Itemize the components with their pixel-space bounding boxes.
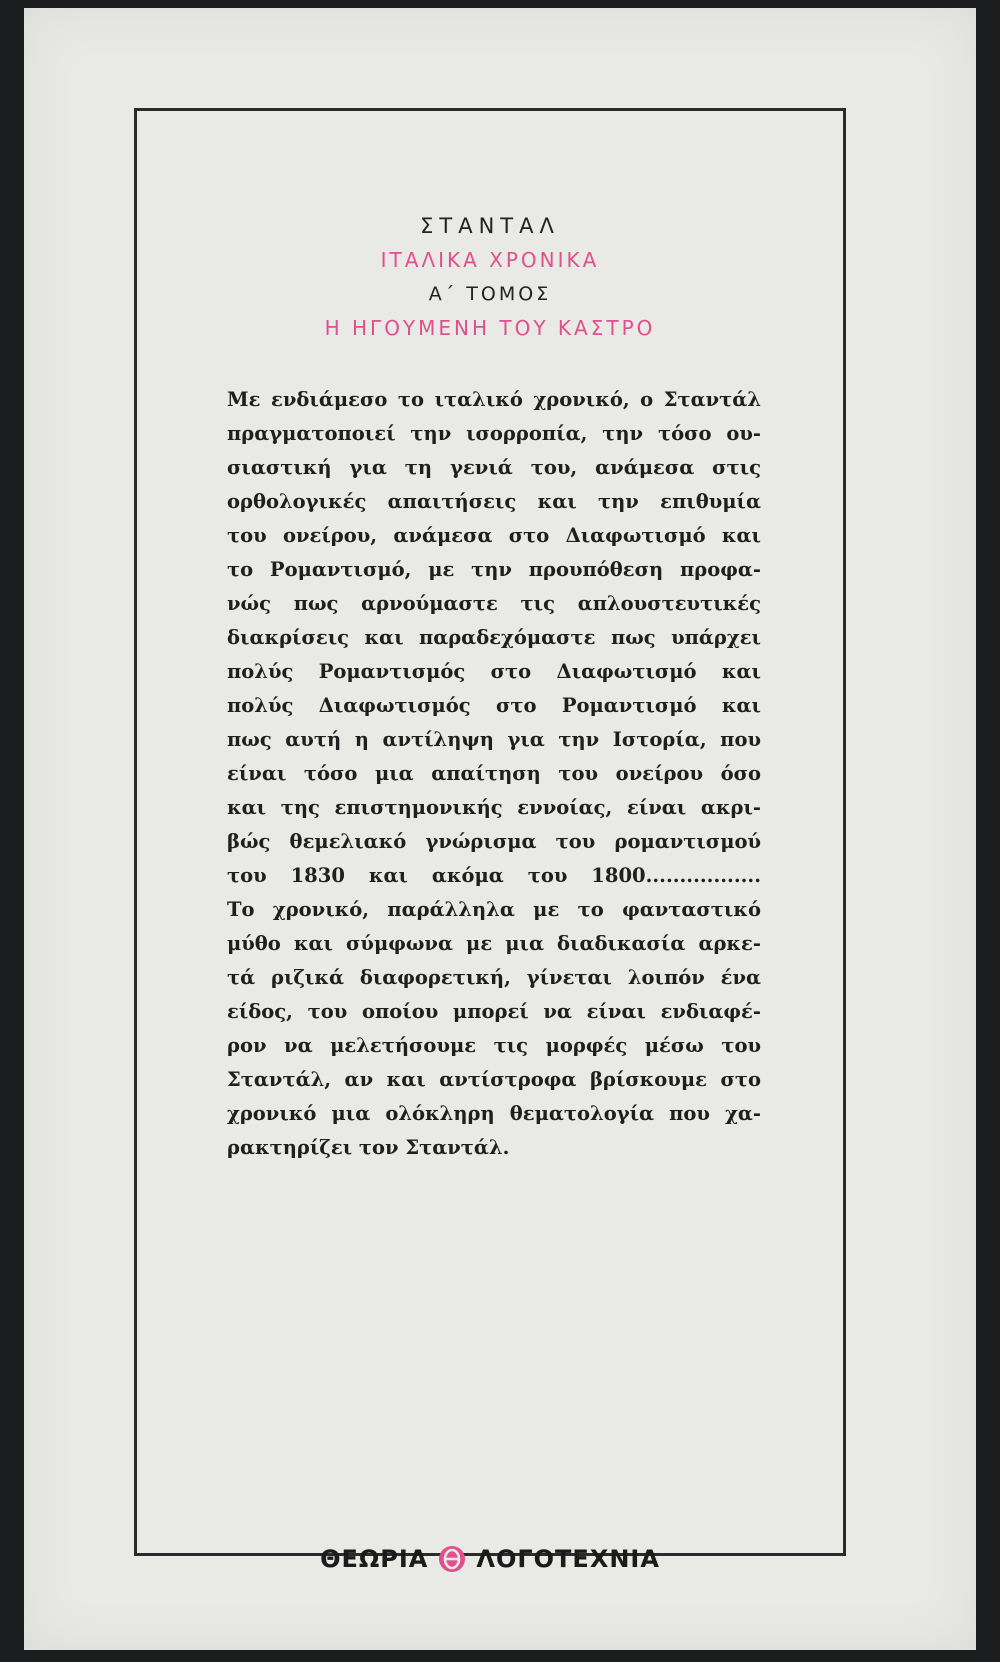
blurb-line: ρακτηρίζει τον Σταντάλ.: [227, 1136, 510, 1159]
blurb-line: χρονικό μια ολόκληρη θεματολογία που χα-: [227, 1102, 761, 1125]
publisher-name-right: ΛΟΓΟΤΕΧΝΙΑ: [476, 1545, 660, 1573]
blurb-line: του ονείρου, ανάμεσα στο Διαφωτισμό και: [227, 524, 761, 547]
blurb-line: είδος, του οποίου μπορεί να είναι ενδιαφέ-: [227, 1000, 761, 1023]
blurb-line: ορθολογικές απαιτήσεις και την επιθυμία: [227, 490, 761, 513]
heading-block: [137, 209, 843, 345]
series-title: ΙΤΑΛΙΚΑ ΧΡΟΝΙΚΑ: [380, 248, 600, 272]
blurb-line: πραγματοποιεί την ισορροπία, την τόσο ου-: [227, 422, 761, 445]
blurb-line: διακρίσεις και παραδεχόμαστε πως υπάρχει: [227, 626, 761, 649]
blurb-line: Το χρονικό, παράλληλα με το φανταστικό: [227, 898, 761, 921]
blurb-line: είναι τόσο μια απαίτηση του ονείρου όσο: [227, 762, 761, 785]
publisher-name-left: ΘΕΩΡΙΑ: [320, 1545, 429, 1573]
author-name: ΣΤΑΝΤΑΛ: [420, 214, 560, 238]
blurb-text: [227, 383, 761, 1165]
blurb-line: πολύς Ρομαντισμός στο Διαφωτισμό και: [227, 660, 761, 683]
blurb-line: βώς θεμελιακό γνώρισμα του ρομαντισμού: [227, 830, 761, 853]
cover-frame: [134, 108, 846, 1573]
blurb-line: Σταντάλ, αν και αντίστροφα βρίσκουμε στο: [227, 1068, 761, 1091]
book-title: Η ΗΓΟΥΜΕΝΗ ΤΟΥ ΚΑΣΤΡΟ: [324, 316, 656, 340]
blurb-line: πως αυτή η αντίληψη για την Ιστορία, που: [227, 728, 761, 751]
blurb-line: του 1830 και ακόμα του 1800.................: [227, 864, 761, 887]
blurb-line: Με ενδιάμεσο το ιταλικό χρονικό, ο Σταντάλ: [227, 388, 761, 411]
blurb-line: το Ρομαντισμό, με την προυπόθεση προφα-: [227, 558, 761, 581]
blurb-line: ρον να μελετήσουμε τις μορφές μέσω του: [227, 1034, 761, 1057]
volume-label: Α΄ ΤΟΜΟΣ: [428, 283, 552, 305]
blurb-line: μύθο και σύμφωνα με μια διαδικασία αρκε-: [227, 932, 761, 955]
theta-circle-logo-icon: [438, 1545, 466, 1573]
publisher-imprint: [137, 1545, 843, 1573]
blurb-line: πολύς Διαφωτισμός στο Ρομαντισμό και: [227, 694, 761, 717]
book-back-cover: [24, 8, 976, 1650]
blurb-line: νώς πως αρνούμαστε τις απλουστευτικές: [227, 592, 761, 615]
blurb-line: και της επιστημονικής εννοίας, είναι ακρι-: [227, 796, 761, 819]
blurb-line: σιαστική για τη γενιά του, ανάμεσα στις: [227, 456, 761, 479]
blurb-line: τά ριζικά διαφορετική, γίνεται λοιπόν ένα: [227, 966, 761, 989]
